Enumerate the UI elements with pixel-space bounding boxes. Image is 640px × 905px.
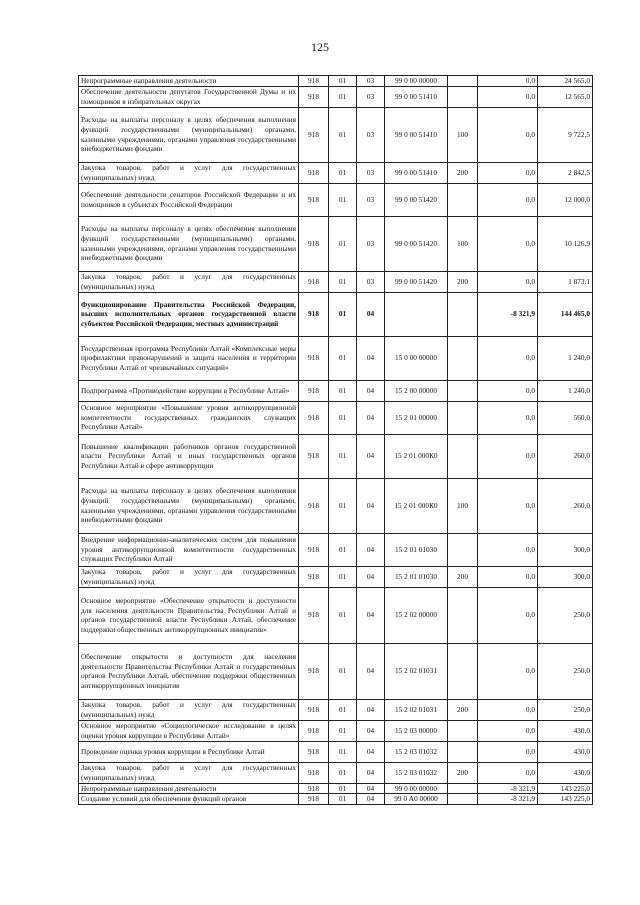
- change-amount-cell: 0,0: [478, 271, 538, 292]
- table-row: [79, 699, 593, 720]
- section-code-cell: 01: [329, 183, 357, 216]
- change-amount-cell: 0,0: [478, 699, 538, 720]
- subsection-code-cell: 03: [357, 76, 385, 87]
- section-code-cell: 01: [329, 336, 357, 380]
- section-code-cell: 01: [329, 292, 357, 336]
- section-code-cell: 01: [329, 741, 357, 762]
- ved-code-cell: 918: [299, 162, 329, 183]
- ved-code-cell: 918: [299, 107, 329, 162]
- change-amount-cell: 0,0: [478, 741, 538, 762]
- ved-code-cell: 918: [299, 762, 329, 783]
- expense-type-cell: [448, 783, 478, 794]
- target-article-cell: 99 0 А0 00000: [385, 794, 448, 805]
- ved-code-cell: 918: [299, 76, 329, 87]
- section-code-cell: 01: [329, 762, 357, 783]
- total-amount-cell: 300,0: [538, 533, 593, 566]
- subsection-code-cell: 04: [357, 401, 385, 434]
- expense-type-cell: [448, 380, 478, 401]
- table-row: [79, 86, 593, 107]
- ved-code-cell: 918: [299, 478, 329, 533]
- section-code-cell: 01: [329, 380, 357, 401]
- subsection-code-cell: 04: [357, 643, 385, 699]
- expense-type-cell: 100: [448, 216, 478, 271]
- table-row: [79, 741, 593, 762]
- total-amount-cell: 1 873,1: [538, 271, 593, 292]
- change-amount-cell: -8 321,9: [478, 783, 538, 794]
- change-amount-cell: -8 321,9: [478, 292, 538, 336]
- table-row: [79, 76, 593, 87]
- subsection-code-cell: 03: [357, 183, 385, 216]
- expense-type-cell: 200: [448, 162, 478, 183]
- subsection-code-cell: 03: [357, 162, 385, 183]
- subsection-code-cell: 04: [357, 783, 385, 794]
- ved-code-cell: 918: [299, 699, 329, 720]
- section-code-cell: 01: [329, 794, 357, 805]
- total-amount-cell: 250,0: [538, 643, 593, 699]
- total-amount-cell: 430,0: [538, 741, 593, 762]
- row-name-cell: Закупка товаров, работ и услуг для государственных (муниципальных) нужд: [79, 762, 299, 783]
- ved-code-cell: 918: [299, 643, 329, 699]
- ved-code-cell: 918: [299, 587, 329, 643]
- target-article-cell: 15 2 02 01031: [385, 643, 448, 699]
- table-row: [79, 566, 593, 587]
- expense-type-cell: [448, 533, 478, 566]
- table-row: [79, 292, 593, 336]
- expense-type-cell: 100: [448, 107, 478, 162]
- subsection-code-cell: 04: [357, 794, 385, 805]
- target-article-cell: 15 2 01 01030: [385, 566, 448, 587]
- table-row: [79, 162, 593, 183]
- expense-type-cell: [448, 741, 478, 762]
- target-article-cell: 15 2 02 01031: [385, 699, 448, 720]
- change-amount-cell: 0,0: [478, 762, 538, 783]
- section-code-cell: 01: [329, 216, 357, 271]
- subsection-code-cell: 04: [357, 533, 385, 566]
- subsection-code-cell: 04: [357, 762, 385, 783]
- ved-code-cell: 918: [299, 401, 329, 434]
- change-amount-cell: 0,0: [478, 434, 538, 478]
- total-amount-cell: 12 000,0: [538, 183, 593, 216]
- target-article-cell: 15 2 02 00000: [385, 587, 448, 643]
- expense-type-cell: [448, 794, 478, 805]
- table-row: [79, 783, 593, 794]
- row-name-cell: Расходы на выплаты персоналу в целях обеспечения выполнения функций государственными (муниципальными) органами, казенными учреждениями, органами управления государственными внебюджетными фондами: [79, 216, 299, 271]
- table-row: [79, 183, 593, 216]
- table-row: [79, 794, 593, 805]
- change-amount-cell: 0,0: [478, 533, 538, 566]
- change-amount-cell: 0,0: [478, 86, 538, 107]
- section-code-cell: 01: [329, 107, 357, 162]
- ved-code-cell: 918: [299, 86, 329, 107]
- ved-code-cell: 918: [299, 183, 329, 216]
- ved-code-cell: 918: [299, 380, 329, 401]
- total-amount-cell: 560,0: [538, 401, 593, 434]
- subsection-code-cell: 04: [357, 434, 385, 478]
- row-name-cell: Закупка товаров, работ и услуг для государственных (муниципальных) нужд: [79, 566, 299, 587]
- subsection-code-cell: 04: [357, 587, 385, 643]
- ved-code-cell: 918: [299, 216, 329, 271]
- target-article-cell: 15 2 03 01032: [385, 762, 448, 783]
- target-article-cell: 99 0 00 51410: [385, 86, 448, 107]
- change-amount-cell: 0,0: [478, 643, 538, 699]
- total-amount-cell: 1 240,0: [538, 380, 593, 401]
- section-code-cell: 01: [329, 720, 357, 741]
- target-article-cell: 99 0 00 51410: [385, 162, 448, 183]
- change-amount-cell: 0,0: [478, 401, 538, 434]
- target-article-cell: 15 2 03 01032: [385, 741, 448, 762]
- target-article-cell: 99 0 00 51420: [385, 216, 448, 271]
- expense-type-cell: 200: [448, 271, 478, 292]
- total-amount-cell: 143 225,0: [538, 794, 593, 805]
- total-amount-cell: 12 565,0: [538, 86, 593, 107]
- section-code-cell: 01: [329, 478, 357, 533]
- row-name-cell: Проведение оценки уровня коррупции в Республике Алтай: [79, 741, 299, 762]
- subsection-code-cell: 03: [357, 216, 385, 271]
- subsection-code-cell: 03: [357, 107, 385, 162]
- expense-type-cell: [448, 336, 478, 380]
- table-row: [79, 587, 593, 643]
- row-name-cell: Повышение квалификации работников органов государственной власти Республики Алтай и иных государственных органов Республики Алтай в сфере антикоррупции: [79, 434, 299, 478]
- change-amount-cell: -8 321,9: [478, 794, 538, 805]
- row-name-cell: Обеспечение деятельности депутатов Государственной Думы и их помощников в избирательных округах: [79, 86, 299, 107]
- row-name-cell: Функционирование Правительства Российской Федерации, высших исполнительных органов государственной власти субъектов Российской Федерации, местных администраций: [79, 292, 299, 336]
- section-code-cell: 01: [329, 76, 357, 87]
- total-amount-cell: 300,0: [538, 566, 593, 587]
- row-name-cell: Подпрограмма «Противодействие коррупции в Республике Алтай»: [79, 380, 299, 401]
- total-amount-cell: 260,0: [538, 434, 593, 478]
- row-name-cell: Непрограммные направления деятельности: [79, 76, 299, 87]
- change-amount-cell: 0,0: [478, 720, 538, 741]
- row-name-cell: Основное мероприятие «Повышение уровня антикоррупционной компетентности государственных гражданских служащих Республики Алтай»: [79, 401, 299, 434]
- page-number: 125: [311, 40, 329, 54]
- target-article-cell: 99 0 00 51420: [385, 271, 448, 292]
- target-article-cell: 15 2 01 000К0: [385, 434, 448, 478]
- row-name-cell: Расходы на выплаты персоналу в целях обеспечения выполнения функций государственными (муниципальными) органами, казенными учреждениями, органами управления государственными внебюджетными фондами: [79, 478, 299, 533]
- total-amount-cell: 144 465,0: [538, 292, 593, 336]
- ved-code-cell: 918: [299, 271, 329, 292]
- target-article-cell: [385, 292, 448, 336]
- table-row: [79, 271, 593, 292]
- target-article-cell: 99 0 00 51420: [385, 183, 448, 216]
- change-amount-cell: 0,0: [478, 587, 538, 643]
- expense-type-cell: [448, 434, 478, 478]
- target-article-cell: 15 2 03 00000: [385, 720, 448, 741]
- table-row: [79, 401, 593, 434]
- expense-type-cell: 200: [448, 699, 478, 720]
- change-amount-cell: 0,0: [478, 478, 538, 533]
- section-code-cell: 01: [329, 401, 357, 434]
- row-name-cell: Закупка товаров, работ и услуг для государственных (муниципальных) нужд: [79, 699, 299, 720]
- total-amount-cell: 1 240,0: [538, 336, 593, 380]
- row-name-cell: Закупка товаров, работ и услуг для государственных (муниципальных) нужд: [79, 162, 299, 183]
- subsection-code-cell: 03: [357, 86, 385, 107]
- change-amount-cell: 0,0: [478, 162, 538, 183]
- total-amount-cell: 2 842,5: [538, 162, 593, 183]
- total-amount-cell: 430,0: [538, 720, 593, 741]
- expense-type-cell: [448, 76, 478, 87]
- table-row: [79, 478, 593, 533]
- change-amount-cell: 0,0: [478, 183, 538, 216]
- budget-table-body: [79, 76, 593, 805]
- row-name-cell: Основное мероприятие «Обеспечение открытости и доступности для населения деятельности Правительства Республики Алтай и органов государственной власти Республики Алтай, обеспечение поддержки общественных антикоррупционных инициатив»: [79, 587, 299, 643]
- expense-type-cell: [448, 401, 478, 434]
- expense-type-cell: [448, 587, 478, 643]
- target-article-cell: 15 2 01 00000: [385, 401, 448, 434]
- target-article-cell: 15 0 00 00000: [385, 336, 448, 380]
- ved-code-cell: 918: [299, 434, 329, 478]
- subsection-code-cell: 04: [357, 380, 385, 401]
- section-code-cell: 01: [329, 162, 357, 183]
- subsection-code-cell: 04: [357, 478, 385, 533]
- total-amount-cell: 250,0: [538, 587, 593, 643]
- change-amount-cell: 0,0: [478, 216, 538, 271]
- ved-code-cell: 918: [299, 533, 329, 566]
- total-amount-cell: 10 126,9: [538, 216, 593, 271]
- table-row: [79, 434, 593, 478]
- target-article-cell: 15 2 00 00000: [385, 380, 448, 401]
- table-row: [79, 107, 593, 162]
- row-name-cell: Создание условий для обеспечения функций органов: [79, 794, 299, 805]
- change-amount-cell: 0,0: [478, 566, 538, 587]
- target-article-cell: 15 2 01 01030: [385, 533, 448, 566]
- expense-type-cell: [448, 720, 478, 741]
- change-amount-cell: 0,0: [478, 336, 538, 380]
- row-name-cell: Обеспечение открытости и доступности для населения деятельности Правительства Республики Алтай и государственных органов Республики Алтай, обеспечение поддержки общественных антикоррупционных инициатив: [79, 643, 299, 699]
- subsection-code-cell: 04: [357, 699, 385, 720]
- change-amount-cell: 0,0: [478, 76, 538, 87]
- row-name-cell: Расходы на выплаты персоналу в целях обеспечения выполнения функций государственными (муниципальными) органами, казенными учреждениями, органами управления государственными внебюджетными фондами: [79, 107, 299, 162]
- total-amount-cell: 260,0: [538, 478, 593, 533]
- total-amount-cell: 250,0: [538, 699, 593, 720]
- row-name-cell: Основное мероприятие «Социологическое исследование в целях оценки уровня коррупции в Республике Алтай»: [79, 720, 299, 741]
- expense-type-cell: 200: [448, 566, 478, 587]
- section-code-cell: 01: [329, 643, 357, 699]
- ved-code-cell: 918: [299, 741, 329, 762]
- total-amount-cell: 143 225,0: [538, 783, 593, 794]
- change-amount-cell: 0,0: [478, 107, 538, 162]
- table-row: [79, 380, 593, 401]
- row-name-cell: Обеспечение деятельности сенаторов Российской Федерации и их помощников в субъектах Российской Федерации: [79, 183, 299, 216]
- target-article-cell: 99 0 00 00000: [385, 76, 448, 87]
- row-name-cell: Непрограммные направления деятельности: [79, 783, 299, 794]
- target-article-cell: 99 0 00 51410: [385, 107, 448, 162]
- change-amount-cell: 0,0: [478, 380, 538, 401]
- section-code-cell: 01: [329, 86, 357, 107]
- expense-type-cell: [448, 183, 478, 216]
- table-row: [79, 533, 593, 566]
- subsection-code-cell: 04: [357, 292, 385, 336]
- ved-code-cell: 918: [299, 783, 329, 794]
- subsection-code-cell: 03: [357, 271, 385, 292]
- row-name-cell: Внедрение информационно-аналитических систем для повышения уровня антикоррупционной компетентности государственных служащих Республики Алтай: [79, 533, 299, 566]
- expense-type-cell: [448, 643, 478, 699]
- subsection-code-cell: 04: [357, 336, 385, 380]
- section-code-cell: 01: [329, 434, 357, 478]
- ved-code-cell: 918: [299, 566, 329, 587]
- ved-code-cell: 918: [299, 794, 329, 805]
- ved-code-cell: 918: [299, 336, 329, 380]
- section-code-cell: 01: [329, 783, 357, 794]
- budget-table: [78, 75, 593, 805]
- row-name-cell: Государственная программа Республики Алтай «Комплексные меры профилактики правонарушений и защита населения и территории Республики Алтай от чрезвычайных ситуаций»: [79, 336, 299, 380]
- ved-code-cell: 918: [299, 720, 329, 741]
- expense-type-cell: 200: [448, 762, 478, 783]
- subsection-code-cell: 04: [357, 566, 385, 587]
- target-article-cell: 99 0 00 00000: [385, 783, 448, 794]
- section-code-cell: 01: [329, 699, 357, 720]
- total-amount-cell: 9 722,5: [538, 107, 593, 162]
- table-row: [79, 643, 593, 699]
- section-code-cell: 01: [329, 533, 357, 566]
- expense-type-cell: [448, 292, 478, 336]
- subsection-code-cell: 04: [357, 720, 385, 741]
- total-amount-cell: 24 565,0: [538, 76, 593, 87]
- subsection-code-cell: 04: [357, 741, 385, 762]
- ved-code-cell: 918: [299, 292, 329, 336]
- expense-type-cell: 100: [448, 478, 478, 533]
- total-amount-cell: 430,0: [538, 762, 593, 783]
- table-row: [79, 762, 593, 783]
- target-article-cell: 15 2 01 000К0: [385, 478, 448, 533]
- table-row: [79, 336, 593, 380]
- section-code-cell: 01: [329, 566, 357, 587]
- row-name-cell: Закупка товаров, работ и услуг для государственных (муниципальных) нужд: [79, 271, 299, 292]
- section-code-cell: 01: [329, 271, 357, 292]
- expense-type-cell: [448, 86, 478, 107]
- table-row: [79, 216, 593, 271]
- section-code-cell: 01: [329, 587, 357, 643]
- table-row: [79, 720, 593, 741]
